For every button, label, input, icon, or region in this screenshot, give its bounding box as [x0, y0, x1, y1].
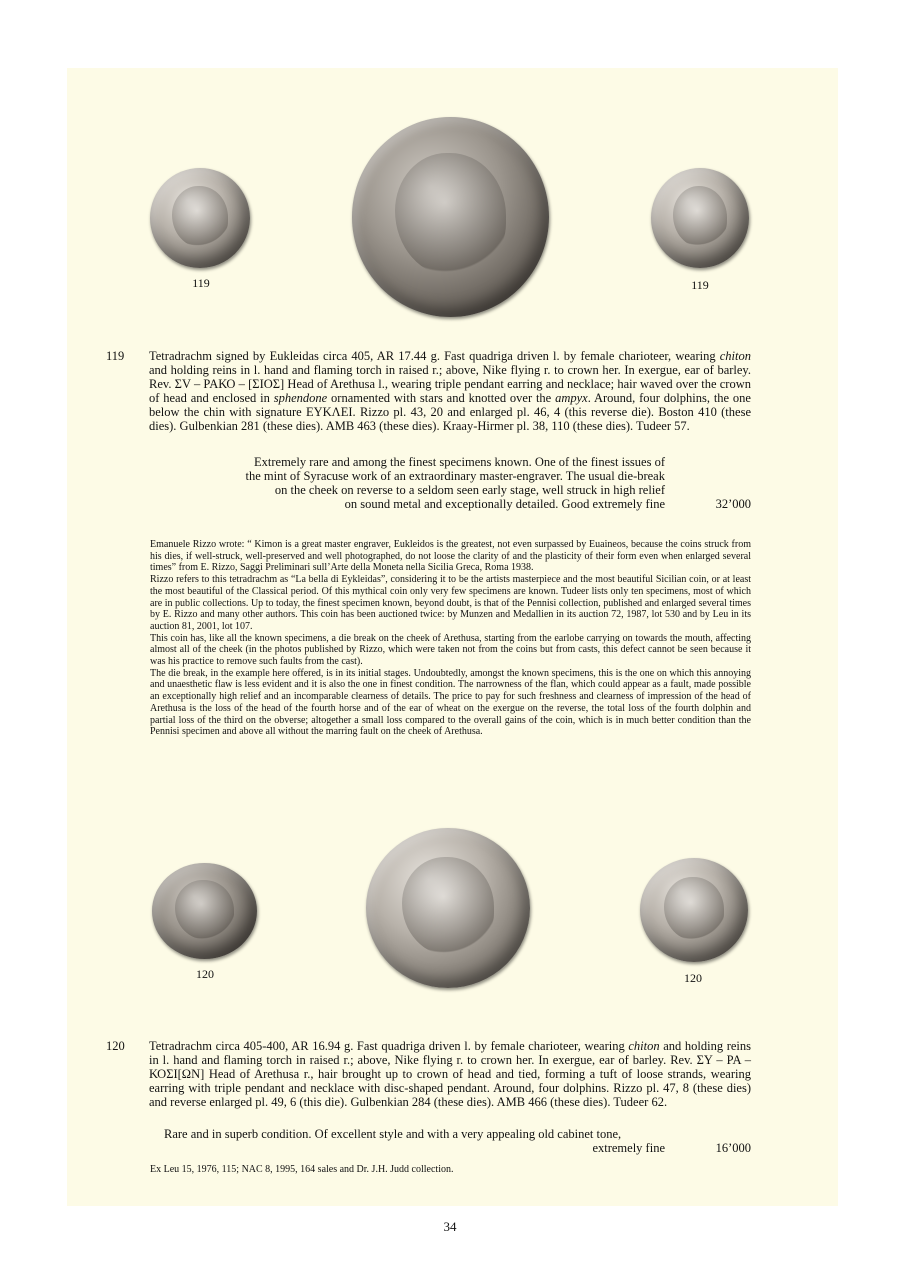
lot-price-119: 32’000 [715, 497, 751, 511]
note-paragraph: The die break, in the example here offered, is in its initial stages. Undoubtedly, amongst the known specimens, this is the one on which this annoying and unaesthetic flaw is less evident and it is also the one in finest condition. The narrowness of the flan, which could appear as a fault, made possible an exceptionally high relief and an incomparable clearness of details. The price to pay for such freshness and clearness of impression of the head of Arethusa is the loss of the head of the fourth horse and of the ear of wheat on the exergue on the reverse, the total loss of the fourth dolphin and partial loss of the third on the obverse; altogether a small loss compared to the overall gains of the coin, which is in much better condition than the Pennisi specimen and above all without the marring fault on the cheek of Arethusa. [150, 667, 751, 738]
summary-line: Extremely rare and among the finest specimens known. One of the finest issues of [254, 455, 665, 469]
lot-description-120: Tetradrachm circa 405-400, AR 16.94 g. Fast quadriga driven l. by female charioteer, wearing chiton and holding reins in l. hand and flaming torch in raised r.; above, Nike flying r. to crown her. In exergue, ear of barley. Rev. ΣΥ – ΡΑ – ΚΟΣΙ[ΩΝ] Head of Arethusa r., hair brought up to crown of head and tied, forming a tuft of loose strands, wearing earring with triple pendant and necklace with disc-shaped pendant. Around, four dolphins. Rizzo pl. 47, 8 (these dies) and reverse enlarged pl. 49, 6 (this die). Gulbenkian 284 (these dies). AMB 466 (these dies). Tudeer 62. [149, 1039, 751, 1109]
lot-number-119: 119 [106, 349, 125, 363]
note-paragraph: Rizzo refers to this tetradrachm as “La bella di Eykleidas”, considering it to be the artists masterpiece and the most beautiful Sicilian coin, or at least the most beautiful of the Classical period. Of this mythical coin only very few specimens are known. Tudeer lists only ten specimens, most of which are in public collections. Up to today, the finest specimen known, beyond doubt, is that of the Pennisi collection, published and enlarged several times by E. Rizzo and many other authors. This coin has been auctioned twice: by Munzen and Medallien in its auction 72, 1987, lot 530 and by Leu in its auction 81, 2001, lot 107. [150, 574, 751, 632]
lot-notes-119 [150, 539, 751, 738]
note-paragraph: Ex Leu 15, 1976, 115; NAC 8, 1995, 164 sales and Dr. J.H. Judd collection. [150, 1164, 454, 1175]
note-paragraph: Emanuele Rizzo wrote: “ Kimon is a great master engraver, Eukleidos is the greatest, not even surpassed by Euaineos, because the coins struck from his dies, if well-struck, well-preserved and well photographed, do not loose the clarity of and the plasticity of their form even when enlarged several times” from E. Rizzo, Saggi Preliminari sull’Arte della Moneta nella Sicilia Greca, Roma 1938. [150, 539, 751, 574]
coin-label-120-left: 120 [196, 967, 214, 981]
lot-number-120: 120 [106, 1039, 125, 1053]
summary-line: the mint of Syracuse work of an extraordinary master-engraver. The usual die-break [245, 469, 665, 483]
coin-label-119-left: 119 [192, 276, 210, 290]
coin-120-reverse-enlarged-image [366, 828, 530, 988]
summary-line: on sound metal and exceptionally detailed. Good extremely fine [344, 497, 665, 511]
coin-label-120-right: 120 [684, 971, 702, 985]
note-paragraph: This coin has, like all the known specimens, a die break on the cheek of Arethusa, starting from the earlobe carrying on towards the mouth, affecting almost all of the cheek (in the photos published by Rizzo, which were taken not from the coins but from casts, this defect cannot be seen because it was his practice to remove such faults from the cast). [150, 632, 751, 668]
coin-119-obverse-image [150, 168, 250, 268]
coin-120-reverse-image [640, 858, 748, 962]
lot-summary-119 [150, 455, 665, 511]
lot-summary-120 [150, 1127, 665, 1155]
page-number: 34 [443, 1219, 457, 1234]
coin-120-obverse-image [152, 863, 257, 959]
lot-description-119: Tetradrachm signed by Eukleidas circa 405, AR 17.44 g. Fast quadriga driven l. by female charioteer, wearing chiton and holding reins in l. hand and flaming torch in raised r.; above, Nike flying r. to crown her. In exergue, ear of barley. Rev. ΣV – ΡΑΚΟ – [ΣΙΟΣ] Head of Arethusa l., wearing triple pendant earring and necklace; hair waved over the crown of head and enclosed in sphendone ornamented with stars and knotted over the ampyx. Around, four dolphins, the one below the chin with signature ΕΥΚΛΕΙ. Rizzo pl. 43, 20 and enlarged pl. 46, 4 (this reverse die). Boston 410 (these dies). Gulbenkian 281 (these dies). AMB 463 (these dies). Kraay-Hirmer pl. 38, 110 (these dies). Tudeer 57. [149, 349, 751, 433]
summary-line: on the cheek on reverse to a seldom seen early stage, well struck in high relief [274, 483, 665, 497]
lot-notes-120 [150, 1164, 751, 1176]
summary-line: extremely fine [592, 1141, 665, 1155]
coin-119-reverse-enlarged-image [352, 117, 549, 317]
lot-price-120: 16’000 [715, 1141, 751, 1155]
coin-label-119-right: 119 [691, 278, 709, 292]
summary-line: Rare and in superb condition. Of excellent style and with a very appealing old cabinet tone, [164, 1127, 622, 1141]
coin-119-reverse-image [651, 168, 749, 268]
